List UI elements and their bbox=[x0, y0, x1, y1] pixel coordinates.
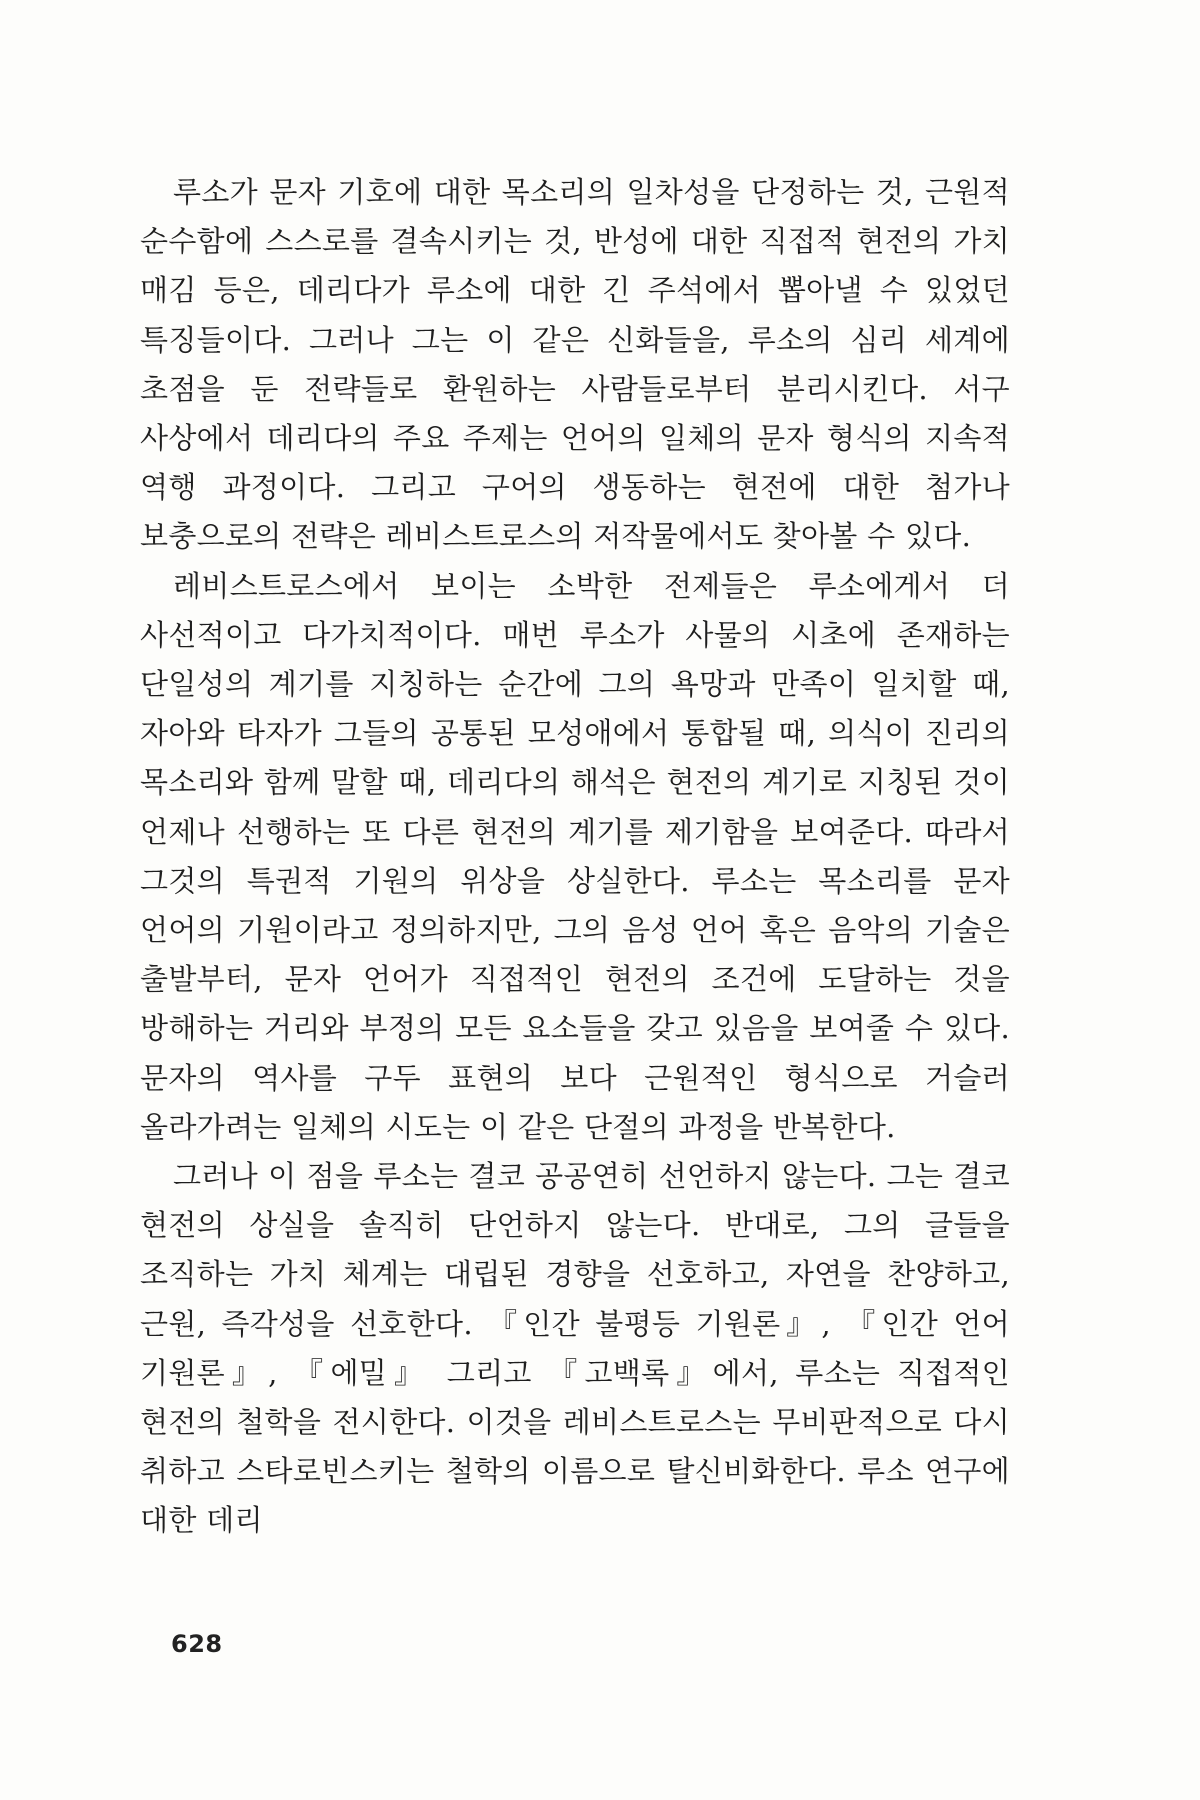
paragraph-1: 루소가 문자 기호에 대한 목소리의 일차성을 단정하는 것, 근원적 순수함에 스스로를 결속시키는 것, 반성에 대한 직접적 현전의 가치 매김 등은, 데리다가 루소에 대한 긴 주석에서 뽑아낼 수 있었던 특징들이다. 그러나 그는 이 같은 신화들을, 루소의 심리 세계에 초점을 둔 전략들로 환원하는 사람들로부터 분리시킨다. 서구 사상에서 데리다의 주요 주제는 언어의 일체의 문자 형식의 지속적 역행 과정이다. 그리고 구어의 생동하는 현전에 대한 첨가나 보충으로의 전략은 레비스트로스의 저작물에서도 찾아볼 수 있다. bbox=[140, 175, 1010, 554]
paragraph-2: 레비스트로스에서 보이는 소박한 전제들은 루소에게서 더 사선적이고 다가치적이다. 매번 루소가 사물의 시초에 존재하는 단일성의 계기를 지칭하는 순간에 그의 욕망과 만족이 일치할 때, 자아와 타자가 그들의 공통된 모성애에서 통합될 때, 의식이 진리의 목소리와 함께 말할 때, 데리다의 해석은 현전의 계기로 지칭된 것이 언제나 선행하는 또 다른 현전의 계기를 제기함을 보여준다. 따라서 그것의 특권적 기원의 위상을 상실한다. 루소는 목소리를 문자 언어의 기원이라고 정의하지만, 그의 음성 언어 혹은 음악의 기술은 출발부터, 문자 언어가 직접적인 현전의 조건에 도달하는 것을 방해하는 거리와 부정의 모든 요소들을 갖고 있음을 보여줄 수 있다. 문자의 역사를 구두 표현의 보다 근원적인 형식으로 거슬러 올라가려는 일체의 시도는 이 같은 단절의 과정을 반복한다. bbox=[140, 568, 1010, 1144]
page-number: 628 bbox=[171, 1630, 223, 1658]
paragraph-3: 그러나 이 점을 루소는 결코 공공연히 선언하지 않는다. 그는 결코 현전의 상실을 솔직히 단언하지 않는다. 반대로, 그의 글들을 조직하는 가치 체계는 대립된 경향을 선호하고, 자연을 찬양하고, 근원, 즉각성을 선호한다. 『인간 불평등 기원론』, 『인간 언어 기원론』, 『에밀』 그리고 『고백록』에서, 루소는 직접적인 현전의 철학을 전시한다. 이것을 레비스트로스는 무비판적으로 다시 취하고 스타로빈스키는 철학의 이름으로 탈신비화한다. 루소 연구에 대한 데리 bbox=[140, 1159, 1010, 1538]
body-text bbox=[140, 168, 1010, 1546]
